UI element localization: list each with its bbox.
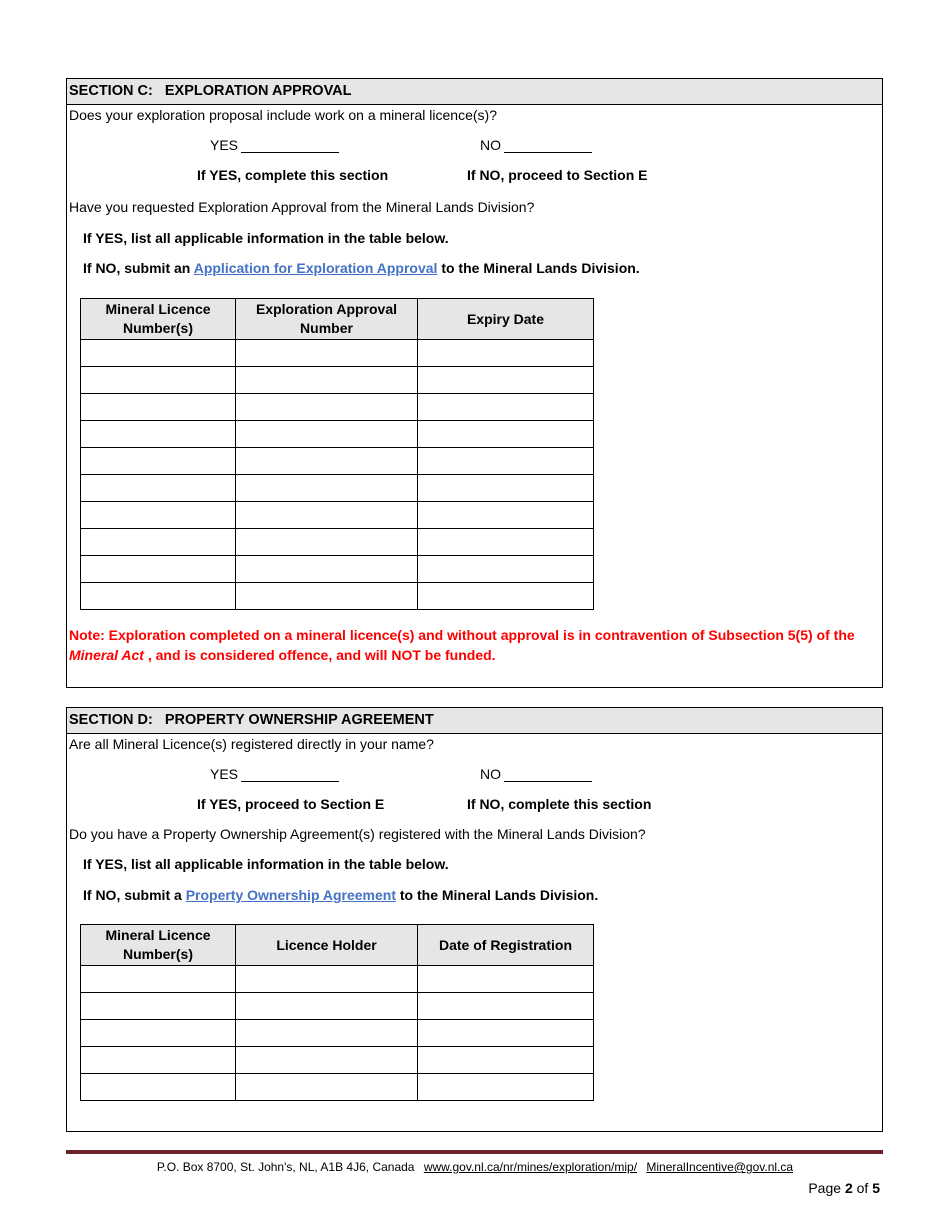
footer-divider bbox=[66, 1150, 883, 1154]
table-cell[interactable] bbox=[418, 448, 594, 475]
table-cell[interactable] bbox=[81, 1047, 236, 1074]
table-row bbox=[81, 421, 594, 448]
table-row bbox=[81, 529, 594, 556]
footer-address: P.O. Box 8700, St. John's, NL, A1B 4J6, Canada bbox=[156, 1160, 415, 1174]
table-cell[interactable] bbox=[236, 340, 418, 367]
table-cell[interactable] bbox=[236, 993, 418, 1020]
table-cell[interactable] bbox=[418, 1047, 594, 1074]
table-cell[interactable] bbox=[236, 421, 418, 448]
section-c-if-no: If NO, proceed to Section E bbox=[467, 167, 648, 183]
section-c-yes-blank[interactable] bbox=[241, 139, 339, 153]
page-of: of bbox=[852, 1180, 873, 1196]
section-d-title: SECTION D: PROPERTY OWNERSHIP AGREEMENT bbox=[67, 708, 882, 734]
property-ownership-agreement-link[interactable]: Property Ownership Agreement bbox=[185, 887, 396, 903]
table-cell[interactable] bbox=[418, 340, 594, 367]
table-row bbox=[81, 1047, 594, 1074]
table-cell[interactable] bbox=[81, 421, 236, 448]
table-cell[interactable] bbox=[236, 1020, 418, 1047]
table-header-mineral-licence: Mineral Licence Number(s) bbox=[81, 299, 236, 340]
table-row bbox=[81, 448, 594, 475]
table-cell[interactable] bbox=[81, 502, 236, 529]
table-header-date-registration: Date of Registration bbox=[418, 925, 594, 966]
table-cell[interactable] bbox=[81, 475, 236, 502]
table-cell[interactable] bbox=[236, 502, 418, 529]
section-d-no-suffix: to the Mineral Lands Division. bbox=[396, 887, 599, 903]
section-d-no-instruction bbox=[83, 887, 598, 903]
section-c-note bbox=[69, 625, 869, 665]
table-cell[interactable] bbox=[236, 583, 418, 610]
table-cell[interactable] bbox=[236, 529, 418, 556]
table-cell[interactable] bbox=[236, 367, 418, 394]
page-current: 2 bbox=[844, 1180, 853, 1196]
section-d-if-yes: If YES, proceed to Section E bbox=[197, 796, 385, 812]
table-cell[interactable] bbox=[418, 502, 594, 529]
section-c-yes-label: YES bbox=[210, 137, 239, 153]
section-c-exploration-approval bbox=[66, 78, 883, 688]
table-cell[interactable] bbox=[236, 1047, 418, 1074]
section-d-no-label: NO bbox=[480, 766, 501, 782]
table-cell[interactable] bbox=[418, 1074, 594, 1101]
table-cell[interactable] bbox=[418, 1020, 594, 1047]
section-c-yes-instruction: If YES, list all applicable information in the table below. bbox=[83, 230, 449, 246]
section-d-no-prefix: If NO, submit a bbox=[83, 887, 186, 903]
table-cell[interactable] bbox=[418, 529, 594, 556]
table-cell[interactable] bbox=[81, 993, 236, 1020]
table-cell[interactable] bbox=[418, 556, 594, 583]
table-cell[interactable] bbox=[418, 421, 594, 448]
footer bbox=[0, 1160, 950, 1174]
table-row bbox=[81, 367, 594, 394]
property-ownership-table bbox=[80, 924, 594, 1101]
section-d-yes-blank[interactable] bbox=[241, 768, 339, 782]
page-number bbox=[808, 1180, 880, 1196]
section-c-no-prefix: If NO, submit an bbox=[83, 260, 194, 276]
section-c-no-label: NO bbox=[480, 137, 501, 153]
table-cell[interactable] bbox=[418, 993, 594, 1020]
section-c-no-group bbox=[480, 137, 592, 153]
table-cell[interactable] bbox=[81, 556, 236, 583]
table-cell[interactable] bbox=[418, 475, 594, 502]
table-cell[interactable] bbox=[81, 1020, 236, 1047]
table-cell[interactable] bbox=[418, 966, 594, 993]
section-d-yes-group bbox=[210, 766, 339, 782]
page-prefix: Page bbox=[808, 1180, 845, 1196]
section-c-yes-group bbox=[210, 137, 339, 153]
section-c-question-1: Does your exploration proposal include work on a mineral licence(s)? bbox=[69, 107, 497, 123]
note-text-prefix: Note: Exploration completed on a mineral licence(s) and without approval is in contravention of Subsection 5(5) of the bbox=[69, 627, 855, 643]
table-cell[interactable] bbox=[418, 394, 594, 421]
section-d-yes-instruction: If YES, list all applicable information in the table below. bbox=[83, 856, 449, 872]
table-cell[interactable] bbox=[236, 475, 418, 502]
table-header-exploration-approval: Exploration Approval Number bbox=[236, 299, 418, 340]
table-cell[interactable] bbox=[236, 394, 418, 421]
section-d-if-no: If NO, complete this section bbox=[467, 796, 652, 812]
section-d-property-ownership bbox=[66, 707, 883, 1132]
section-c-no-suffix: to the Mineral Lands Division. bbox=[437, 260, 640, 276]
table-row bbox=[81, 1020, 594, 1047]
table-row bbox=[81, 556, 594, 583]
table-cell[interactable] bbox=[81, 367, 236, 394]
table-cell[interactable] bbox=[418, 367, 594, 394]
exploration-approval-table bbox=[80, 298, 594, 610]
section-c-no-blank[interactable] bbox=[504, 139, 592, 153]
table-cell[interactable] bbox=[236, 448, 418, 475]
table-cell[interactable] bbox=[81, 966, 236, 993]
section-d-question-1: Are all Mineral Licence(s) registered directly in your name? bbox=[69, 736, 434, 752]
section-c-no-instruction bbox=[83, 260, 640, 276]
page-total: 5 bbox=[872, 1180, 880, 1196]
table-cell[interactable] bbox=[81, 529, 236, 556]
table-row bbox=[81, 1074, 594, 1101]
section-c-question-2: Have you requested Exploration Approval from the Mineral Lands Division? bbox=[69, 199, 535, 215]
table-cell[interactable] bbox=[81, 583, 236, 610]
footer-email-link[interactable]: MineralIncentive@gov.nl.ca bbox=[646, 1160, 794, 1174]
section-c-title: SECTION C: EXPLORATION APPROVAL bbox=[67, 79, 882, 105]
table-row bbox=[81, 993, 594, 1020]
table-row bbox=[81, 502, 594, 529]
table-row bbox=[81, 966, 594, 993]
table-cell[interactable] bbox=[236, 966, 418, 993]
section-d-no-blank[interactable] bbox=[504, 768, 592, 782]
note-act-name: Mineral Act bbox=[69, 647, 144, 663]
section-d-question-2: Do you have a Property Ownership Agreement(s) registered with the Mineral Lands Division? bbox=[69, 826, 646, 842]
table-cell[interactable] bbox=[81, 448, 236, 475]
table-row bbox=[81, 340, 594, 367]
table-row bbox=[81, 394, 594, 421]
table-cell[interactable] bbox=[81, 1074, 236, 1101]
footer-website-link[interactable]: www.gov.nl.ca/nr/mines/exploration/mip/ bbox=[423, 1160, 638, 1174]
application-exploration-approval-link[interactable]: Application for Exploration Approval bbox=[193, 260, 438, 276]
section-c-if-yes: If YES, complete this section bbox=[197, 167, 389, 183]
table-row bbox=[81, 475, 594, 502]
table-header-licence-holder: Licence Holder bbox=[236, 925, 418, 966]
table-cell[interactable] bbox=[81, 340, 236, 367]
table-cell[interactable] bbox=[236, 1074, 418, 1101]
table-header-expiry-date: Expiry Date bbox=[418, 299, 594, 340]
section-d-no-group bbox=[480, 766, 592, 782]
table-cell[interactable] bbox=[236, 556, 418, 583]
section-d-yes-label: YES bbox=[210, 766, 239, 782]
table-cell[interactable] bbox=[81, 394, 236, 421]
table-cell[interactable] bbox=[418, 583, 594, 610]
table-header-mineral-licence: Mineral Licence Number(s) bbox=[81, 925, 236, 966]
table-row bbox=[81, 583, 594, 610]
note-text-suffix: , and is considered offence, and will NOT be funded. bbox=[143, 647, 496, 663]
